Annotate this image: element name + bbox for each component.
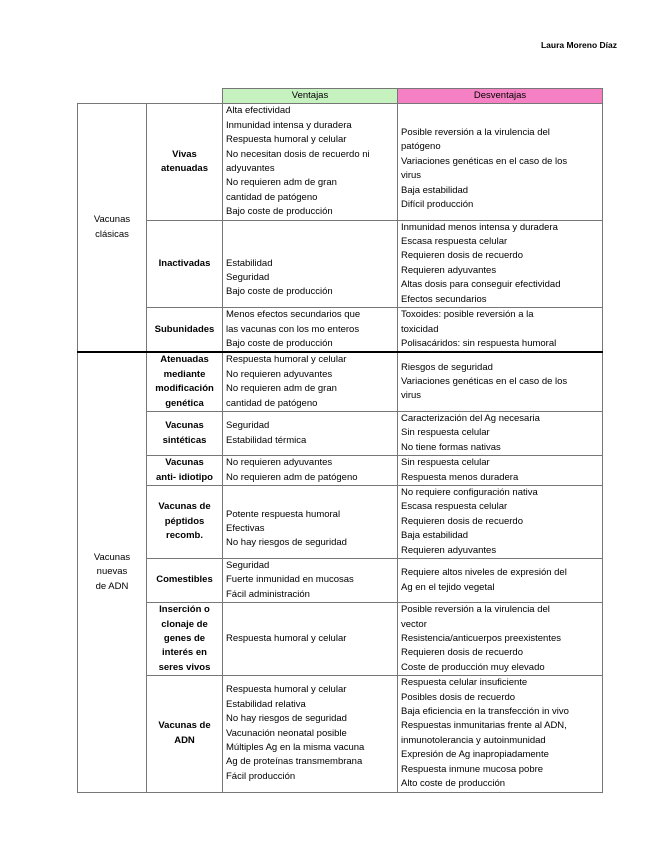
ventajas-cell-line: Seguridad bbox=[226, 560, 270, 571]
ventajas-cell bbox=[223, 352, 398, 411]
table-row bbox=[78, 104, 603, 220]
vaccine-type-label-line: genética bbox=[165, 397, 204, 409]
ventajas-cell-line: No requieren adm de gran bbox=[226, 177, 337, 189]
ventajas-cell-line: Respuesta humoral y celular bbox=[226, 134, 347, 146]
ventajas-cell-line bbox=[226, 242, 394, 256]
ventajas-cell-line: Fácil administración bbox=[226, 588, 310, 600]
vaccine-type-label bbox=[147, 676, 223, 792]
vaccine-type-label-line: recomb. bbox=[166, 530, 203, 542]
desventajas-cell-line: Variaciones genéticas en el caso de los bbox=[401, 375, 568, 387]
vaccine-type-label-line: anti- idiotipo bbox=[156, 471, 213, 483]
ventajas-cell-line: Alta efectividad bbox=[226, 105, 291, 117]
vaccine-type-label bbox=[147, 456, 223, 486]
desventajas-header: Desventajas bbox=[398, 89, 603, 104]
vaccine-type-label-line: atenuadas bbox=[161, 163, 208, 175]
desventajas-cell-line: Requieren dosis de recuerdo bbox=[401, 250, 523, 262]
desventajas-cell bbox=[398, 456, 603, 486]
desventajas-cell-line: Resistencia/anticuerpos preexistentes bbox=[401, 633, 562, 645]
table-body bbox=[78, 104, 603, 792]
desventajas-cell bbox=[398, 485, 603, 558]
ventajas-header: Ventajas bbox=[223, 89, 398, 104]
vaccine-type-label-line: modificación bbox=[155, 383, 214, 395]
vaccine-type-label-line: seres vivos bbox=[158, 661, 211, 673]
ventajas-cell-line: Seguridad bbox=[226, 420, 270, 432]
ventajas-cell-line: Potente respuesta humoral bbox=[226, 508, 341, 520]
desventajas-cell bbox=[398, 220, 603, 307]
desventajas-cell-line: Requieren dosis de recuerdo bbox=[401, 515, 523, 527]
table-row bbox=[78, 411, 603, 455]
ventajas-cell-line: Inmunidad intensa y duradera bbox=[226, 119, 352, 131]
group-label bbox=[78, 104, 147, 352]
vaccine-comparison-table bbox=[77, 88, 603, 793]
ventajas-cell-line: Menos efectos secundarios que bbox=[226, 309, 361, 321]
ventajas-cell-line: No requieren adm de gran bbox=[226, 383, 337, 395]
ventajas-cell bbox=[223, 456, 398, 486]
vaccine-type-label-line: Inactivadas bbox=[158, 257, 211, 269]
vaccine-type-label-line: mediante bbox=[163, 368, 206, 380]
ventajas-cell-line: No hay riesgos de seguridad bbox=[226, 713, 347, 725]
desventajas-cell-line: Variaciones genéticas en el caso de los bbox=[401, 155, 568, 167]
vaccine-type-label-line: Vivas bbox=[172, 148, 197, 160]
desventajas-cell-line: Efectos secundarios bbox=[401, 293, 487, 305]
desventajas-cell-line: Posibles dosis de recuerdo bbox=[401, 691, 516, 703]
desventajas-cell-line: Escasa respuesta celular bbox=[401, 501, 508, 513]
desventajas-cell-line: Respuesta celular insuficiente bbox=[401, 677, 528, 689]
table-row bbox=[78, 603, 603, 676]
vaccine-type-label bbox=[147, 411, 223, 455]
ventajas-cell-line: Estabilidad relativa bbox=[226, 698, 306, 710]
vaccine-type-label bbox=[147, 559, 223, 603]
desventajas-cell-line: Riesgos de seguridad bbox=[401, 361, 493, 373]
vaccine-type-label-line: sintéticas bbox=[162, 434, 207, 446]
desventajas-cell bbox=[398, 603, 603, 676]
desventajas-cell bbox=[398, 308, 603, 353]
vaccine-type-label-line: Comestibles bbox=[156, 574, 213, 586]
ventajas-cell-line: No requieren adyuvantes bbox=[226, 368, 333, 380]
desventajas-cell-line: Requieren adyuvantes bbox=[401, 264, 497, 276]
vaccine-type-label-line: Vacunas bbox=[165, 457, 204, 469]
vaccine-type-label-line: Inserción o bbox=[159, 604, 210, 616]
ventajas-cell-line: No hay riesgos de seguridad bbox=[226, 537, 347, 549]
ventajas-cell-line: adyuvantes bbox=[226, 163, 275, 175]
desventajas-cell-line: Expresión de Ag inapropiadamente bbox=[401, 749, 549, 761]
desventajas-cell bbox=[398, 676, 603, 792]
ventajas-cell-line: Bajo coste de producción bbox=[226, 286, 333, 298]
desventajas-cell-line: Baja estabilidad bbox=[401, 184, 469, 196]
vaccine-type-label-line: genes de bbox=[163, 633, 206, 645]
ventajas-cell-line bbox=[226, 228, 394, 242]
ventajas-cell bbox=[223, 676, 398, 792]
group-label-line: Vacunas bbox=[93, 214, 131, 226]
group-label-line: de ADN bbox=[95, 580, 129, 592]
table-row bbox=[78, 676, 603, 792]
desventajas-cell bbox=[398, 352, 603, 411]
ventajas-cell bbox=[223, 104, 398, 220]
group-label-line: nuevas bbox=[96, 566, 128, 578]
ventajas-cell-line: Efectivas bbox=[226, 522, 265, 534]
empty-header-cell bbox=[78, 89, 147, 104]
ventajas-cell bbox=[223, 411, 398, 455]
desventajas-cell-line: vector bbox=[401, 618, 427, 630]
group-label-line: Vacunas bbox=[93, 551, 131, 563]
ventajas-cell-line: No requieren adm de patógeno bbox=[226, 471, 358, 483]
ventajas-cell-line: No requieren adyuvantes bbox=[226, 457, 333, 469]
desventajas-cell-line: Polisacáridos: sin respuesta humoral bbox=[401, 337, 557, 349]
desventajas-cell-line: virus bbox=[401, 390, 422, 402]
group-label-line: clásicas bbox=[95, 228, 129, 240]
ventajas-cell-line: cantidad de patógeno bbox=[226, 191, 318, 203]
ventajas-cell-line: Ag de proteínas transmembrana bbox=[226, 756, 363, 768]
group-label bbox=[78, 352, 147, 792]
ventajas-cell-line: Fuerte inmunidad en mucosas bbox=[226, 574, 354, 586]
desventajas-cell-line: Inmunidad menos intensa y duradera bbox=[401, 221, 558, 233]
table-row bbox=[78, 308, 603, 353]
ventajas-cell-line: Estabilidad térmica bbox=[226, 434, 307, 446]
ventajas-cell-line: Seguridad bbox=[226, 272, 270, 284]
desventajas-cell-line: Sin respuesta celular bbox=[401, 427, 490, 439]
ventajas-cell bbox=[223, 603, 398, 676]
vaccine-type-label-line: Atenuadas bbox=[160, 354, 209, 366]
desventajas-cell-line: Baja eficiencia en la transfección in vivo bbox=[401, 706, 569, 718]
ventajas-cell-line: Vacunación neonatal posible bbox=[226, 727, 347, 739]
vaccine-type-label-line: ADN bbox=[174, 734, 195, 746]
desventajas-cell-line: Alto coste de producción bbox=[401, 778, 506, 790]
desventajas-cell-line: Altas dosis para conseguir efectividad bbox=[401, 279, 561, 291]
desventajas-cell-line: Posible reversión a la virulencia del bbox=[401, 604, 550, 616]
ventajas-cell bbox=[223, 308, 398, 353]
vaccine-type-label bbox=[147, 104, 223, 220]
desventajas-cell-line: Requieren adyuvantes bbox=[401, 544, 497, 556]
table-row bbox=[78, 220, 603, 307]
ventajas-cell-line: Múltiples Ag en la misma vacuna bbox=[226, 742, 365, 754]
ventajas-cell-line: cantidad de patógeno bbox=[226, 397, 318, 409]
empty-header-cell bbox=[147, 89, 223, 104]
ventajas-cell-line: Fácil producción bbox=[226, 770, 296, 782]
desventajas-cell bbox=[398, 559, 603, 603]
desventajas-cell-line: Requiere altos niveles de expresión del bbox=[401, 567, 567, 579]
ventajas-cell-line bbox=[226, 493, 394, 507]
desventajas-cell-line: Sin respuesta celular bbox=[401, 457, 490, 469]
desventajas-cell-line: virus bbox=[401, 170, 422, 182]
ventajas-cell-line: Respuesta humoral y celular bbox=[226, 633, 347, 645]
desventajas-cell-line: Ag en el tejido vegetal bbox=[401, 581, 495, 593]
desventajas-cell-line: patógeno bbox=[401, 141, 441, 153]
table-header-row bbox=[78, 89, 603, 104]
desventajas-cell-line bbox=[401, 112, 599, 126]
table-row bbox=[78, 485, 603, 558]
vaccine-type-label-line: péptidos bbox=[164, 515, 205, 527]
ventajas-cell-line: Bajo coste de producción bbox=[226, 337, 333, 349]
desventajas-cell-line: Respuesta menos duradera bbox=[401, 471, 519, 483]
table-row bbox=[78, 352, 603, 411]
desventajas-cell-line: Escasa respuesta celular bbox=[401, 236, 508, 248]
table-row bbox=[78, 559, 603, 603]
ventajas-cell-line: No necesitan dosis de recuerdo ni bbox=[226, 148, 370, 160]
desventajas-cell-line: Baja estabilidad bbox=[401, 530, 469, 542]
desventajas-cell-line: Difícil producción bbox=[401, 199, 474, 211]
desventajas-cell-line: No tiene formas nativas bbox=[401, 441, 501, 453]
desventajas-cell-line: Respuesta inmune mucosa pobre bbox=[401, 763, 544, 775]
ventajas-cell-line: Estabilidad bbox=[226, 257, 273, 269]
desventajas-cell-line: Coste de producción muy elevado bbox=[401, 661, 545, 673]
vaccine-type-label-line: Vacunas bbox=[165, 420, 204, 432]
ventajas-cell-line: las vacunas con los mo enteros bbox=[226, 323, 360, 335]
ventajas-cell bbox=[223, 485, 398, 558]
ventajas-cell-line: Respuesta humoral y celular bbox=[226, 354, 347, 366]
author-name: Laura Moreno Díaz bbox=[540, 40, 617, 50]
vaccine-type-label bbox=[147, 485, 223, 558]
vaccine-type-label bbox=[147, 308, 223, 353]
vaccine-type-label bbox=[147, 603, 223, 676]
desventajas-cell-line: Toxoides: posible reversión a la bbox=[401, 309, 534, 321]
vaccine-type-label-line: Subunidades bbox=[154, 323, 215, 335]
desventajas-cell-line: toxicidad bbox=[401, 323, 439, 335]
desventajas-cell-line: Posible reversión a la virulencia del bbox=[401, 127, 550, 139]
desventajas-cell-line: inmunotolerancia y autoinmunidad bbox=[401, 734, 546, 746]
vaccine-type-label bbox=[147, 352, 223, 411]
ventajas-cell bbox=[223, 559, 398, 603]
desventajas-cell-line: Respuestas inmunitarias frente al ADN, bbox=[401, 720, 567, 732]
ventajas-cell-line: Respuesta humoral y celular bbox=[226, 684, 347, 696]
desventajas-cell-line: Requieren dosis de recuerdo bbox=[401, 647, 523, 659]
vaccine-type-label-line: Vacunas de bbox=[158, 720, 211, 732]
ventajas-cell-line: Bajo coste de producción bbox=[226, 206, 333, 218]
desventajas-cell bbox=[398, 411, 603, 455]
desventajas-cell bbox=[398, 104, 603, 220]
vaccine-type-label-line: interés en bbox=[162, 647, 207, 659]
ventajas-cell bbox=[223, 220, 398, 307]
vaccine-type-label bbox=[147, 220, 223, 307]
desventajas-cell-line: Caracterización del Ag necesaria bbox=[401, 412, 540, 424]
vaccine-type-label-line: Vacunas de bbox=[158, 501, 211, 513]
desventajas-cell-line: No requiere configuración nativa bbox=[401, 486, 538, 498]
table-row bbox=[78, 456, 603, 486]
vaccine-type-label-line: clonaje de bbox=[161, 618, 208, 630]
